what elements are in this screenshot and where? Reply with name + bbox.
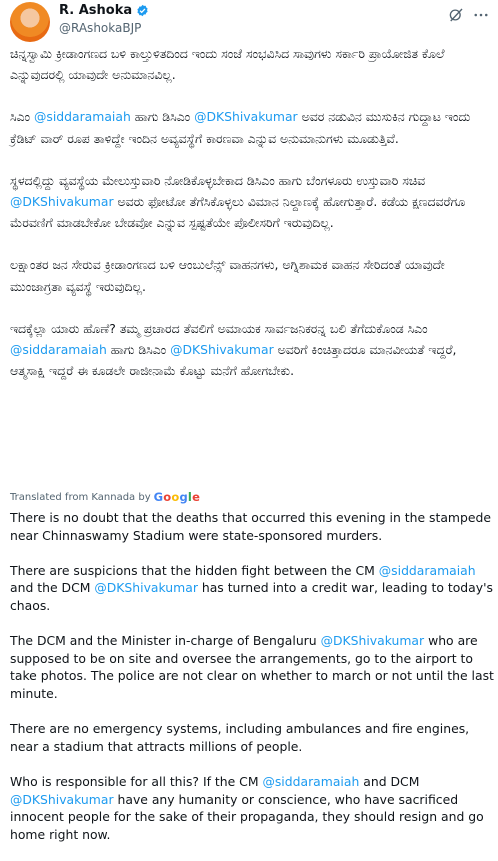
english-paragraph-3 bbox=[10, 632, 494, 702]
google-logo: Google bbox=[153, 490, 201, 504]
mention-link-dkshivakumar[interactable]: @DKShivakumar bbox=[10, 194, 114, 210]
author-handle[interactable]: @RAshokaBJP bbox=[59, 21, 142, 35]
author-name[interactable]: R. Ashoka bbox=[59, 3, 133, 18]
author-name-row bbox=[59, 3, 149, 18]
text-fragment: ಅವರ ನಡುವಿನ ಮುಸುಕಿನ ಗುದ್ದಾಟ ಇಂದು ಕ್ರೆಡಿಟ್ ವಾರ್ ರೂಪ ತಾಳಿದ್ದೇ ಇಂದಿನ ಅವ್ಯವಸ್ಥೆಗೆ ಕಾರಣವಾ ಎನ್ನುವ ಅನುಮಾನುಗಳು ಮೂಡುತ್ತಿವೆ. bbox=[10, 109, 471, 146]
tweet-text-english bbox=[10, 509, 494, 861]
english-paragraph-2 bbox=[10, 562, 494, 615]
text-fragment: Who is responsible for all this? If the CM bbox=[10, 773, 263, 789]
more-options-icon[interactable] bbox=[472, 6, 490, 24]
mention-link-dkshivakumar[interactable]: @DKShivakumar bbox=[194, 109, 298, 125]
mention-link-siddaramaiah[interactable]: @siddaramaiah bbox=[33, 109, 131, 125]
text-fragment: ಹಾಗು ಡಿಸಿಎಂ bbox=[106, 342, 171, 358]
kannada-paragraph-4: ಲಕ್ಷಾಂತರ ಜನ ಸೇರುವ ಕ್ರೀಡಾಂಗಣದ ಬಳಿ ಆಂಬುಲೆನ್ಸ್ ವಾಹನಗಳು, ಅಗ್ನಿಶಾಮಕ ವಾಹನ ಸೇರಿದಂತೆ ಯಾವುದೇ ಮುಂಜಾಗ್ರತಾ ವ್ಯವಸ್ಥೆ ಇರುವುದಿಲ್ಲ. bbox=[10, 257, 445, 294]
english-paragraph-4: There are no emergency systems, including ambulances and fire engines, near a stadium that attracts millions of people. bbox=[10, 721, 470, 754]
text-fragment: ಸಿಎಂ bbox=[10, 109, 34, 125]
text-fragment: who are supposed to be on site and oversee the arrangements, go to the airport to take photos. The police are not clear on whether to march or not until the last minute. bbox=[10, 633, 494, 701]
translation-attribution bbox=[10, 490, 200, 504]
kannada-paragraph-1: ಚಿನ್ನಸ್ವಾಮಿ ಕ್ರೀಡಾಂಗಣದ ಬಳಿ ಕಾಲ್ತುಳಿತದಿಂದ ಇಂದು ಸಂಜೆ ಸಂಭವಿಸಿದ ಸಾವುಗಳು ಸರ್ಕಾರಿ ಪ್ರಾಯೋಜಿತ ಕೊಲೆ ಎನ್ನುವುದರಲ್ಲಿ ಯಾವುದೇ ಅನುಮಾನವಿಲ್ಲ. bbox=[10, 46, 445, 83]
text-fragment: have any humanity or conscience, who have sacrificed innocent people for the sake of their propaganda, they should resign and go home right now. bbox=[10, 791, 484, 842]
text-fragment: ಅವರಿಗೆ ಕಿಂಚಿತ್ತಾದರೂ ಮಾನವೀಯತೆ ಇದ್ದರೆ, ಆತ್ಮಸಾಕ್ಷಿ ಇದ್ದರೆ ಈ ಕೂಡಲೇ ರಾಜೀನಾಮೆ ಕೊಟ್ಟು ಮನೆಗೆ ಹೋಗಬೇಕು. bbox=[10, 342, 457, 379]
tweet-header bbox=[0, 0, 498, 44]
mention-link-siddaramaiah[interactable]: @siddaramaiah bbox=[10, 342, 107, 358]
text-fragment: and DCM bbox=[359, 773, 420, 789]
text-fragment: has turned into a credit war, leading to today's chaos. bbox=[10, 580, 493, 613]
mention-link-dkshivakumar[interactable]: @DKShivakumar bbox=[94, 580, 198, 596]
mention-link-dkshivakumar[interactable]: @DKShivakumar bbox=[170, 342, 274, 358]
avatar[interactable] bbox=[10, 2, 50, 42]
grok-icon[interactable] bbox=[447, 6, 465, 24]
english-paragraph-5 bbox=[10, 773, 494, 843]
text-fragment: There are suspicions that the hidden fight between the CM bbox=[10, 562, 379, 578]
text-fragment: ಅವರು ಫೋಟೋ ತೆಗೆಸಿಕೊಳ್ಳಲು ವಿಮಾನ ನಿಲ್ದಾಣಕ್ಕೆ ಹೋಗುತ್ತಾರೆ. ಕಡೆಯ ಕ್ಷಣದವರೆಗೂ ಮೆರವಣಿಗೆ ಮಾಡಬೇಕೋ ಬೇಡವೋ ಎನ್ನುವ ಸ್ಪಷ್ಟತೆಯೇ ಪೊಲೀಸರಿಗೆ ಇರುವುದಿಲ್ಲ. bbox=[10, 194, 466, 231]
text-fragment: ಸ್ಥಳದಲ್ಲಿದ್ದು ವ್ಯವಸ್ಥೆಯ ಮೇಲುಸ್ತುವಾರಿ ನೋಡಿಕೊಳ್ಳಬೇಕಾದ ಡಿಸಿಎಂ ಹಾಗು ಬೆಂಗಳೂರು ಉಸ್ತುವಾರಿ ಸಚಿವ bbox=[10, 172, 426, 188]
mention-link-dkshivakumar[interactable]: @DKShivakumar bbox=[320, 633, 425, 649]
mention-link-siddaramaiah[interactable]: @siddaramaiah bbox=[262, 773, 360, 789]
translation-label: Translated from Kannada by bbox=[10, 491, 151, 503]
text-fragment: ಇದಕ್ಕೆಲ್ಲಾ ಯಾರು ಹೊಣೆ? ತಮ್ಮ ಪ್ರಚಾರದ ತೆವಲಿಗೆ ಅಮಾಯಕ ಸಾರ್ವಜನಿಕರನ್ನ ಬಲಿ ತೆಗೆದುಕೊಂಡ ಸಿಎಂ bbox=[10, 320, 428, 336]
mention-link-dkshivakumar[interactable]: @DKShivakumar bbox=[10, 791, 114, 807]
kannada-paragraph-2 bbox=[10, 106, 488, 148]
text-fragment: and the DCM bbox=[10, 580, 95, 596]
mention-link-siddaramaiah[interactable]: @siddaramaiah bbox=[378, 562, 476, 578]
kannada-paragraph-3 bbox=[10, 170, 488, 234]
english-paragraph-1: There is no doubt that the deaths that occurred this evening in the stampede near Chinnaswamy Stadium were state-sponsored murders. bbox=[10, 510, 491, 543]
text-fragment: ಹಾಗು ಡಿಸಿಎಂ bbox=[130, 109, 195, 125]
kannada-paragraph-5 bbox=[10, 318, 488, 382]
verified-badge-icon bbox=[136, 4, 149, 17]
text-fragment: The DCM and the Minister in-charge of Bengaluru bbox=[10, 633, 321, 649]
tweet-text-kannada bbox=[10, 43, 488, 402]
